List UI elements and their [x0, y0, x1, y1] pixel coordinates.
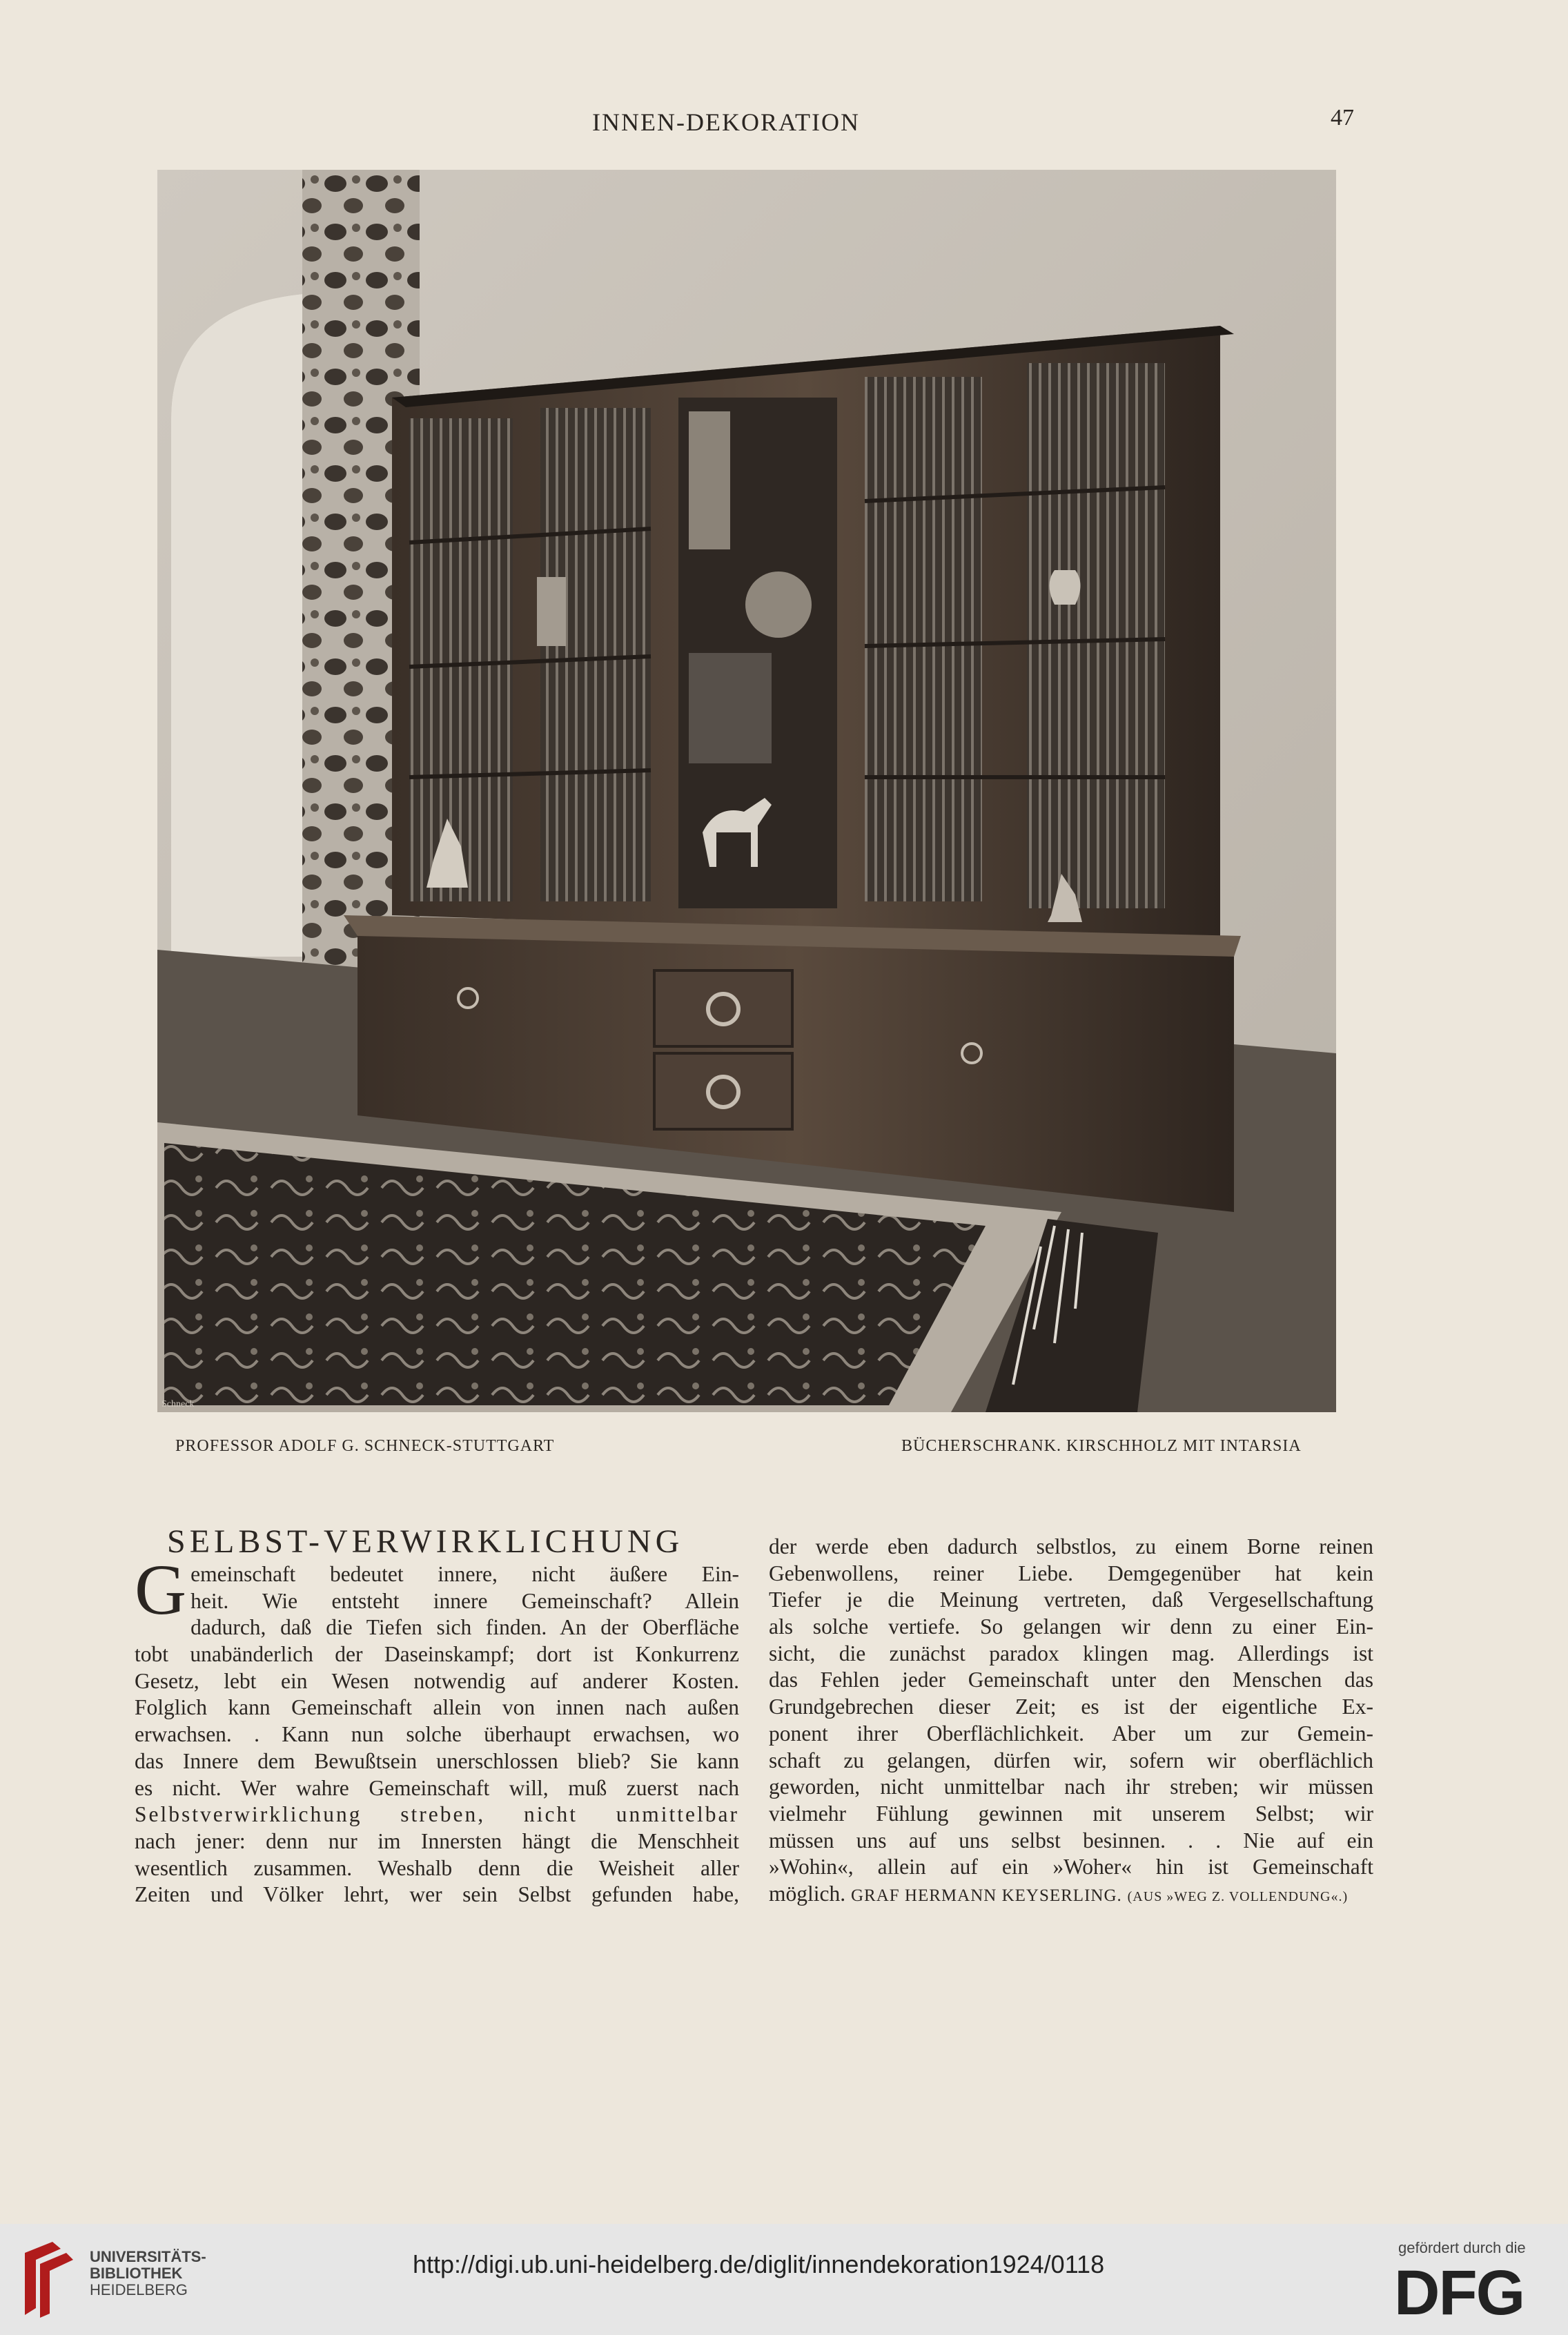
text-line: schaft zu gelangen, dürfen wir, sofern wir oberflächlich	[769, 1748, 1373, 1772]
caption-designer: PROFESSOR ADOLF G. SCHNECK-STUTTGART	[175, 1437, 555, 1455]
text-line: es nicht. Wer wahre Gemeinschaft will, muß zuerst nach	[135, 1775, 739, 1800]
dfg-logo: DFG	[1394, 2258, 1525, 2328]
page-header	[0, 105, 1568, 142]
closing-line	[769, 1881, 1373, 1908]
text-line: das Innere dem Bewußtsein unerschlossen blieb? Sie kann	[135, 1748, 739, 1773]
page-number: 47	[1331, 105, 1354, 130]
text-line: nach jener: denn nur im Innersten hängt die Menschheit	[135, 1828, 739, 1853]
caption-object: BÜCHERSCHRANK. KIRSCHHOLZ MIT INTARSIA	[901, 1437, 1302, 1455]
library-name-line: BIBLIOTHEK	[90, 2265, 183, 2282]
text-line: Selbstverwirklichung streben, nicht unmittelbar	[135, 1802, 739, 1827]
text-line: geworden, nicht unmittelbar nach ihr streben; wir müssen	[769, 1775, 1373, 1799]
library-name	[90, 2249, 206, 2298]
text-line: Zeiten und Völker lehrt, wer sein Selbst gefunden habe,	[135, 1882, 739, 1907]
text-line: emeinschaft bedeutet innere, nicht äußere Ein-	[190, 1562, 739, 1586]
cabinet-illustration	[157, 170, 1336, 1412]
text-line: Folglich kann Gemeinschaft allein von innen nach außen	[135, 1695, 739, 1720]
text-line: erwachsen. . Kann nun solche überhaupt erwachsen, wo	[135, 1722, 739, 1747]
text-column-left	[135, 1550, 739, 1908]
text-line: Gebenwollens, reiner Liebe. Demgegenüber hat kein	[769, 1561, 1373, 1585]
text-line: dadurch, daß die Tiefen sich finden. An der Oberfläche	[190, 1615, 739, 1640]
library-name-line: UNIVERSITÄTS-	[90, 2248, 206, 2265]
photo-signature: Schneck	[161, 1399, 195, 1409]
closing-word: möglich.	[769, 1881, 846, 1906]
text-line: heit. Wie entsteht innere Gemeinschaft? Allein	[190, 1588, 739, 1613]
text-line: vielmehr Fühlung gewinnen mit unserem Selbst; wir	[769, 1801, 1373, 1826]
text-line: wesentlich zusammen. Weshalb denn die Weisheit aller	[135, 1855, 739, 1880]
funding-text: gefördert durch die	[1398, 2239, 1526, 2256]
text-line: als solche vertiefe. So gelangen wir denn zu einer Ein-	[769, 1614, 1373, 1639]
running-title: INNEN-DEKORATION	[592, 108, 860, 136]
text-line: ponent ihrer Oberflächlichkeit. Aber um zur Gemein-	[769, 1721, 1373, 1746]
library-logo-icon	[18, 2239, 80, 2321]
digitization-footer	[0, 2224, 1568, 2335]
cabinet-photograph	[157, 170, 1336, 1412]
source-reference: (AUS »WEG Z. VOLLENDUNG«.)	[1127, 1888, 1349, 1904]
text-line: tobt unabänderlich der Daseinskampf; dort ist Konkurrenz	[135, 1642, 739, 1667]
text-column-right	[769, 1534, 1373, 1908]
permalink-url[interactable]: http://digi.ub.uni-heidelberg.de/diglit/innendekoration1924/0118	[413, 2250, 1105, 2278]
article-title: SELBST-VERWIRKLICHUNG	[167, 1523, 684, 1560]
author-signature: GRAF HERMANN KEYSERLING.	[851, 1886, 1122, 1905]
library-name-line: HEIDELBERG	[90, 2281, 188, 2298]
text-line: das Fehlen jeder Gemeinschaft unter den Menschen das	[769, 1668, 1373, 1692]
text-line: Grundgebrechen dieser Zeit; es ist der eigentliche Ex-	[769, 1694, 1373, 1719]
drop-cap: G	[135, 1550, 187, 1630]
text-line: »Wohin«, allein auf ein »Woher« hin ist Gemeinschaft	[769, 1855, 1373, 1879]
text-line: Tiefer je die Meinung vertreten, daß Vergesellschaftung	[769, 1587, 1373, 1612]
text-line: der werde eben dadurch selbstlos, zu einem Borne reinen	[769, 1534, 1373, 1559]
text-line: müssen uns auf uns selbst besinnen. . . Nie auf ein	[769, 1828, 1373, 1853]
text-line: sicht, die zunächst paradox klingen mag. Allerdings ist	[769, 1641, 1373, 1665]
text-line: Gesetz, lebt ein Wesen notwendig auf anderer Kosten.	[135, 1668, 739, 1693]
